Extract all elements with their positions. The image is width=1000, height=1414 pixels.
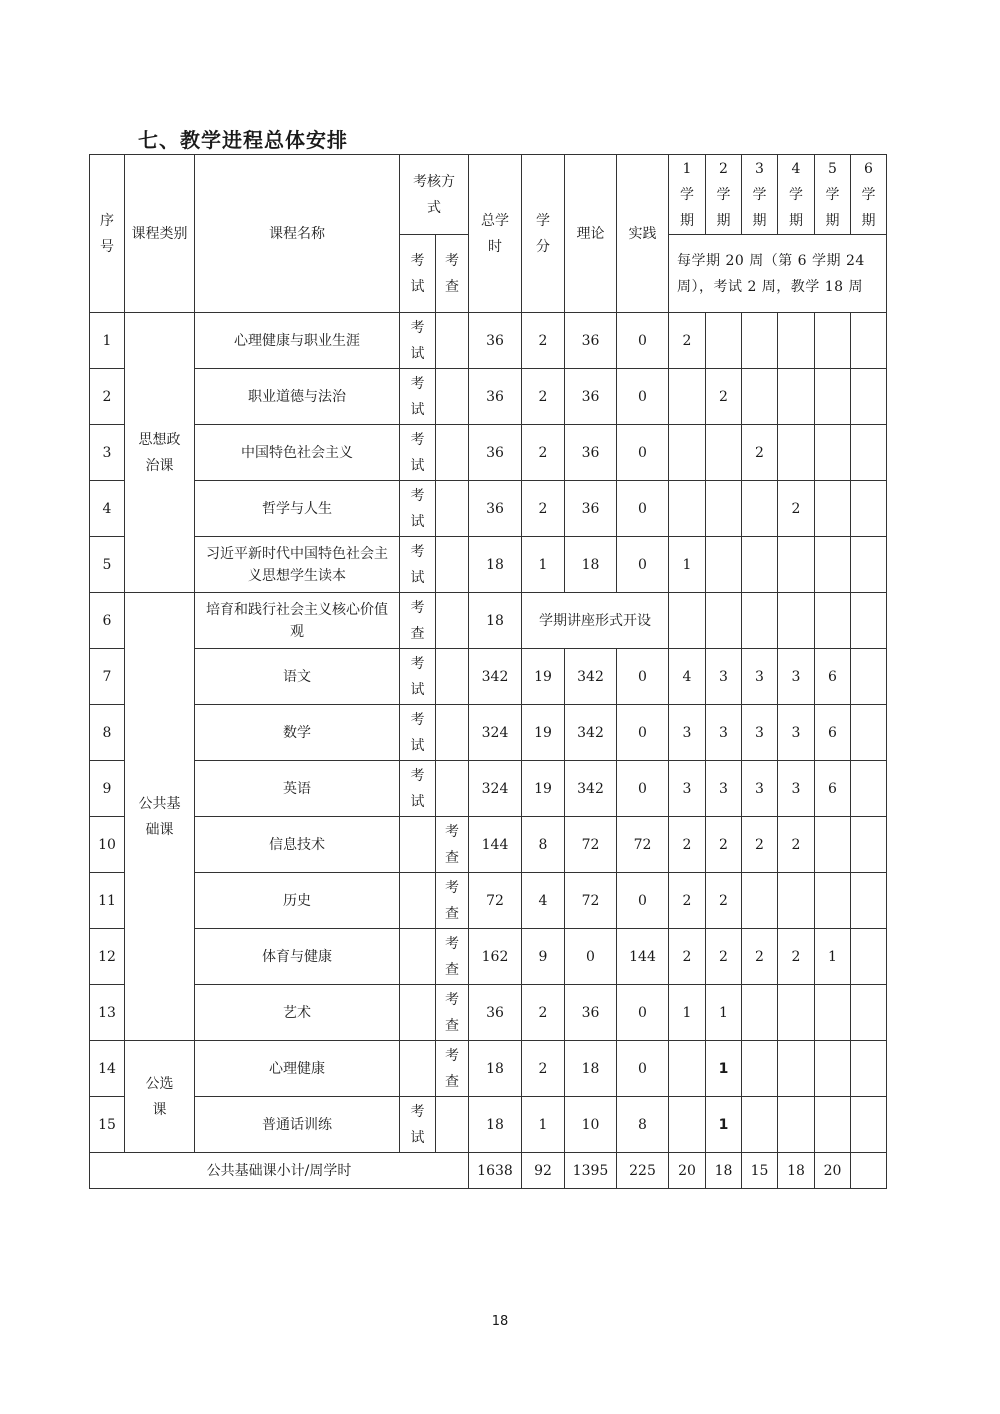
subtotal-credit: 92 <box>522 1153 565 1189</box>
row-semester-6 <box>851 1097 887 1153</box>
row-seq: 5 <box>90 537 125 593</box>
row-credit: 19 <box>522 705 565 761</box>
row-credit: 2 <box>522 481 565 537</box>
row-semester-4: 2 <box>778 817 815 873</box>
row-practice: 0 <box>617 873 669 929</box>
row-semester-5 <box>815 985 851 1041</box>
row-exam <box>400 817 436 873</box>
row-course-name: 数学 <box>195 705 400 761</box>
row-semester-6 <box>851 537 887 593</box>
row-semester-2: 2 <box>706 369 742 425</box>
row-exam: 考试 <box>400 649 436 705</box>
row-semester-5 <box>815 537 851 593</box>
teaching-schedule-table <box>89 154 887 1189</box>
table-row <box>90 649 887 705</box>
row-course-name: 心理健康与职业生涯 <box>195 313 400 369</box>
table-row <box>90 425 887 481</box>
row-practice: 0 <box>617 369 669 425</box>
row-semester-3 <box>778 593 815 649</box>
row-semester-5 <box>815 817 851 873</box>
row-semester-4: 3 <box>778 705 815 761</box>
row-semester-5: 1 <box>815 929 851 985</box>
row-semester-5: 6 <box>815 761 851 817</box>
row-theory: 18 <box>565 1041 617 1097</box>
row-exam: 考试 <box>400 481 436 537</box>
row-semester-6 <box>851 761 887 817</box>
row-semester-6 <box>851 481 887 537</box>
row-semester-3: 2 <box>742 817 778 873</box>
row-course-name: 哲学与人生 <box>195 481 400 537</box>
row-semester-5: 6 <box>815 705 851 761</box>
row-course-name: 历史 <box>195 873 400 929</box>
row-seq: 15 <box>90 1097 125 1153</box>
header-category: 课程类别 <box>125 155 195 313</box>
row-theory: 18 <box>565 537 617 593</box>
table-row <box>90 369 887 425</box>
header-exam: 考试 <box>400 235 436 313</box>
subtotal-s6 <box>851 1153 887 1189</box>
row-semester-4 <box>778 1041 815 1097</box>
row-course-name: 体育与健康 <box>195 929 400 985</box>
row-semester-3: 3 <box>742 649 778 705</box>
row-total-hours: 324 <box>469 761 522 817</box>
category-cell: 公选课 <box>125 1041 195 1153</box>
row-total-hours: 36 <box>469 425 522 481</box>
row-semester-4: 2 <box>778 481 815 537</box>
semester-note: 每学期 20 周（第 6 学期 24 周），考试 2 周，教学 18 周 <box>669 235 887 313</box>
row-check <box>436 369 469 425</box>
row-check <box>436 313 469 369</box>
row-semester-1: 3 <box>669 705 706 761</box>
row-exam: 考试 <box>400 1097 436 1153</box>
header-semester-4: 4学期 <box>778 155 815 235</box>
row-theory: 36 <box>565 481 617 537</box>
row-semester-6 <box>851 425 887 481</box>
subtotal-row <box>90 1153 887 1189</box>
row-exam: 考试 <box>400 313 436 369</box>
subtotal-label: 公共基础课小计/周学时 <box>90 1153 469 1189</box>
row-semester-1: 2 <box>669 817 706 873</box>
row-semester-2: 1 <box>706 985 742 1041</box>
row-theory: 36 <box>565 313 617 369</box>
row-check <box>436 761 469 817</box>
row-credit: 19 <box>522 649 565 705</box>
row-exam: 考试 <box>400 425 436 481</box>
row-semester-4 <box>778 873 815 929</box>
row-theory: 36 <box>565 369 617 425</box>
row-semester-1: 1 <box>669 985 706 1041</box>
row-total-hours: 324 <box>469 705 522 761</box>
row-seq: 4 <box>90 481 125 537</box>
row-course-name: 语文 <box>195 649 400 705</box>
row-theory: 10 <box>565 1097 617 1153</box>
row-practice: 8 <box>617 1097 669 1153</box>
row-semester-2 <box>706 425 742 481</box>
table-row <box>90 705 887 761</box>
table-row <box>90 873 887 929</box>
row-semester-4: 3 <box>778 761 815 817</box>
row-total-hours: 144 <box>469 817 522 873</box>
row-practice: 0 <box>617 761 669 817</box>
row-theory: 342 <box>565 649 617 705</box>
header-course-name: 课程名称 <box>195 155 400 313</box>
row-seq: 13 <box>90 985 125 1041</box>
header-assessment: 考核方式 <box>400 155 469 235</box>
row-practice: 0 <box>617 425 669 481</box>
row-credit: 8 <box>522 817 565 873</box>
row-semester-3 <box>742 873 778 929</box>
row-seq: 9 <box>90 761 125 817</box>
row-semester-5 <box>815 481 851 537</box>
row-semester-2: 3 <box>706 705 742 761</box>
row-semester-2 <box>742 593 778 649</box>
subtotal-s2: 18 <box>706 1153 742 1189</box>
row-theory: 342 <box>565 705 617 761</box>
row-check: 考查 <box>436 929 469 985</box>
row-total-hours: 36 <box>469 313 522 369</box>
header-semester-5: 5学期 <box>815 155 851 235</box>
row-practice: 0 <box>617 313 669 369</box>
row-credit: 19 <box>522 761 565 817</box>
section-title: 七、教学进程总体安排 <box>138 128 348 152</box>
category-cell: 公共基础课 <box>125 593 195 1041</box>
row-semester-4 <box>778 985 815 1041</box>
row-semester-5 <box>815 313 851 369</box>
header-semester-6: 6学期 <box>851 155 887 235</box>
row-semester-2: 3 <box>706 649 742 705</box>
row-semester-3: 3 <box>742 705 778 761</box>
table-row <box>90 481 887 537</box>
row-semester-3 <box>742 1041 778 1097</box>
row-semester-6 <box>851 313 887 369</box>
row-seq: 11 <box>90 873 125 929</box>
row-semester-6 <box>851 873 887 929</box>
table-row <box>90 593 887 649</box>
row-exam: 考试 <box>400 761 436 817</box>
row-course-name: 信息技术 <box>195 817 400 873</box>
table-row <box>90 1041 887 1097</box>
row-semester-6 <box>851 985 887 1041</box>
row-check <box>436 425 469 481</box>
row-check <box>436 481 469 537</box>
row-semester-2: 3 <box>706 761 742 817</box>
table-row <box>90 313 887 369</box>
table-row <box>90 817 887 873</box>
row-semester-1: 1 <box>669 537 706 593</box>
subtotal-s4: 18 <box>778 1153 815 1189</box>
row-total-hours: 18 <box>469 537 522 593</box>
table-row <box>90 985 887 1041</box>
header-practice: 实践 <box>617 155 669 313</box>
row-total-hours: 36 <box>469 985 522 1041</box>
row-semester-1: 3 <box>669 761 706 817</box>
row-semester-5 <box>815 369 851 425</box>
row-semester-1 <box>669 425 706 481</box>
row-semester-4 <box>778 537 815 593</box>
row-seq: 12 <box>90 929 125 985</box>
row-seq: 2 <box>90 369 125 425</box>
row-seq: 10 <box>90 817 125 873</box>
row-theory: 342 <box>565 761 617 817</box>
header-semester-1: 1学期 <box>669 155 706 235</box>
row-exam: 考试 <box>400 369 436 425</box>
row-semester-1 <box>669 481 706 537</box>
table-row <box>90 929 887 985</box>
row-credit: 1 <box>522 537 565 593</box>
header-total-hours: 总学时 <box>469 155 522 313</box>
row-credit: 1 <box>522 1097 565 1153</box>
row-practice: 0 <box>617 537 669 593</box>
row-credit: 2 <box>522 1041 565 1097</box>
row-semester-4 <box>778 369 815 425</box>
header-check: 考查 <box>436 235 469 313</box>
row-seq: 8 <box>90 705 125 761</box>
row-semester-5 <box>815 425 851 481</box>
row-credit: 2 <box>522 369 565 425</box>
row-check: 考查 <box>436 985 469 1041</box>
row-semester-4: 2 <box>778 929 815 985</box>
row-semester-5 <box>851 593 887 649</box>
row-credit: 9 <box>522 929 565 985</box>
row-semester-6 <box>851 369 887 425</box>
header-credits: 学分 <box>522 155 565 313</box>
row-course-name: 艺术 <box>195 985 400 1041</box>
subtotal-practice: 225 <box>617 1153 669 1189</box>
row-exam <box>400 873 436 929</box>
row-credit: 2 <box>522 985 565 1041</box>
subtotal-s3: 15 <box>742 1153 778 1189</box>
row-theory: 36 <box>565 985 617 1041</box>
row-semester-3 <box>742 537 778 593</box>
row-semester-3 <box>742 313 778 369</box>
row-semester-4 <box>778 313 815 369</box>
row-check <box>436 705 469 761</box>
row-semester-3 <box>742 369 778 425</box>
row-practice: 0 <box>617 985 669 1041</box>
row-semester-3 <box>742 985 778 1041</box>
row-seq: 14 <box>90 1041 125 1097</box>
row-check <box>436 1097 469 1153</box>
row-credit: 4 <box>522 873 565 929</box>
row-semester-4 <box>778 425 815 481</box>
row-semester-2 <box>706 481 742 537</box>
subtotal-theory: 1395 <box>565 1153 617 1189</box>
row-practice: 0 <box>617 705 669 761</box>
row-check <box>436 537 469 593</box>
row-exam: 考查 <box>400 593 436 649</box>
row-semester-4: 3 <box>778 649 815 705</box>
row-semester-3: 2 <box>742 929 778 985</box>
row-exam: 考试 <box>400 537 436 593</box>
row-practice: 72 <box>617 817 669 873</box>
row-total-hours: 18 <box>469 1097 522 1153</box>
row-seq: 6 <box>90 593 125 649</box>
row-semester-5 <box>815 1097 851 1153</box>
table-row <box>90 761 887 817</box>
category-cell: 思想政治课 <box>125 313 195 593</box>
header-semester-3: 3学期 <box>742 155 778 235</box>
row-semester-4 <box>815 593 851 649</box>
row-practice <box>669 593 706 649</box>
row-semester-1: 2 <box>669 873 706 929</box>
row-course-name: 职业道德与法治 <box>195 369 400 425</box>
table-row <box>90 1097 887 1153</box>
row-total-hours: 72 <box>469 873 522 929</box>
row-semester-5: 6 <box>815 649 851 705</box>
row-exam <box>400 1041 436 1097</box>
row-practice: 0 <box>617 481 669 537</box>
row-exam <box>400 929 436 985</box>
row-credit: 2 <box>522 313 565 369</box>
subtotal-s1: 20 <box>669 1153 706 1189</box>
row-semester-3: 2 <box>742 425 778 481</box>
row-check <box>436 593 469 649</box>
row-credit: 2 <box>522 425 565 481</box>
row-total-hours: 18 <box>469 593 522 649</box>
row-check: 考查 <box>436 1041 469 1097</box>
row-theory: 0 <box>565 929 617 985</box>
row-semester-2: 1 <box>706 1097 742 1153</box>
row-course-name: 培育和践行社会主义核心价值观 <box>195 593 400 649</box>
row-semester-5 <box>815 873 851 929</box>
row-total-hours: 18 <box>469 1041 522 1097</box>
row-course-name: 英语 <box>195 761 400 817</box>
row-course-name: 中国特色社会主义 <box>195 425 400 481</box>
row-semester-1: 4 <box>669 649 706 705</box>
row-semester-4 <box>778 1097 815 1153</box>
row-lecture-note: 学期讲座形式开设 <box>522 593 669 649</box>
row-semester-1 <box>669 1041 706 1097</box>
row-semester-2: 2 <box>706 929 742 985</box>
row-semester-2: 2 <box>706 817 742 873</box>
row-exam <box>400 985 436 1041</box>
row-semester-2 <box>706 537 742 593</box>
row-semester-5 <box>815 1041 851 1097</box>
row-check: 考查 <box>436 817 469 873</box>
subtotal-s5: 20 <box>815 1153 851 1189</box>
row-semester-6 <box>851 929 887 985</box>
row-practice: 144 <box>617 929 669 985</box>
row-theory: 36 <box>565 425 617 481</box>
row-semester-6 <box>851 1041 887 1097</box>
row-semester-6 <box>851 817 887 873</box>
row-check <box>436 649 469 705</box>
page-number: 18 <box>491 1314 509 1329</box>
header-semester-2: 2学期 <box>706 155 742 235</box>
row-semester-1: 2 <box>669 929 706 985</box>
table-row <box>90 537 887 593</box>
header-seq: 序号 <box>90 155 125 313</box>
row-semester-1 <box>706 593 742 649</box>
row-semester-3 <box>742 481 778 537</box>
row-total-hours: 342 <box>469 649 522 705</box>
row-semester-1 <box>669 369 706 425</box>
row-practice: 0 <box>617 1041 669 1097</box>
header-theory: 理论 <box>565 155 617 313</box>
row-seq: 1 <box>90 313 125 369</box>
row-course-name: 心理健康 <box>195 1041 400 1097</box>
row-semester-1: 2 <box>669 313 706 369</box>
row-total-hours: 36 <box>469 481 522 537</box>
row-semester-2 <box>706 313 742 369</box>
row-check: 考查 <box>436 873 469 929</box>
row-course-name: 普通话训练 <box>195 1097 400 1153</box>
subtotal-total: 1638 <box>469 1153 522 1189</box>
row-semester-3 <box>742 1097 778 1153</box>
row-seq: 3 <box>90 425 125 481</box>
row-total-hours: 36 <box>469 369 522 425</box>
row-semester-2: 2 <box>706 873 742 929</box>
row-semester-2: 1 <box>706 1041 742 1097</box>
row-semester-6 <box>851 705 887 761</box>
row-course-name: 习近平新时代中国特色社会主义思想学生读本 <box>195 537 400 593</box>
row-semester-6 <box>851 649 887 705</box>
row-exam: 考试 <box>400 705 436 761</box>
row-total-hours: 162 <box>469 929 522 985</box>
row-seq: 7 <box>90 649 125 705</box>
row-theory: 72 <box>565 873 617 929</box>
row-theory: 72 <box>565 817 617 873</box>
row-semester-1 <box>669 1097 706 1153</box>
row-semester-3: 3 <box>742 761 778 817</box>
row-practice: 0 <box>617 649 669 705</box>
